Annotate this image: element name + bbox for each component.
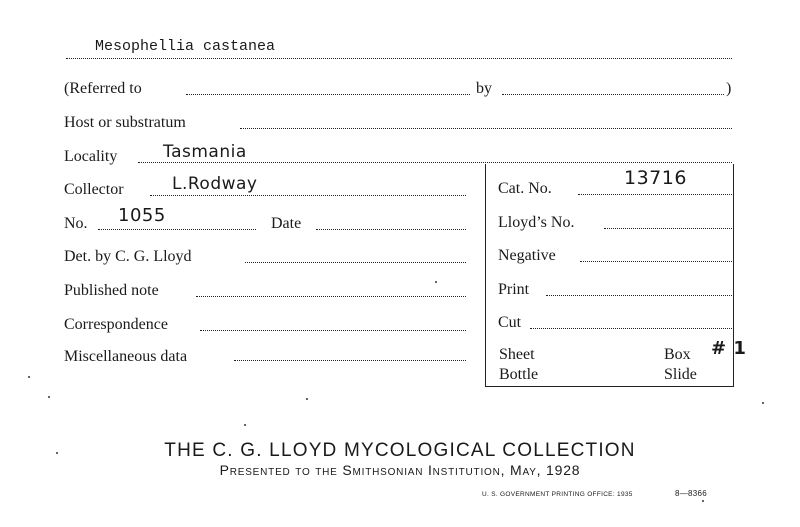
date-label: Date [271, 215, 302, 232]
by-label: by [476, 80, 492, 97]
box-value: # 1 [711, 338, 747, 359]
collection-title: THE C. G. LLOYD MYCOLOGICAL COLLECTION [164, 440, 636, 461]
collector-line [150, 195, 466, 196]
species-name: Mesophellia castanea [95, 38, 276, 55]
collection-subtitle: Presented to the Smithsonian Institution, May, 1928 [219, 462, 581, 478]
locality-line [138, 162, 732, 163]
scan-speck [306, 398, 308, 400]
det-by-line [245, 262, 466, 263]
det-by-label: Det. by C. G. Lloyd [64, 248, 192, 265]
lloyds-no-label: Lloyd’s No. [498, 214, 575, 231]
close-paren: ) [726, 80, 732, 97]
bottle-label: Bottle [499, 366, 539, 383]
number-line [98, 229, 256, 230]
by-line [502, 94, 724, 95]
correspondence-label: Correspondence [64, 316, 168, 333]
print-label: Print [498, 281, 530, 298]
number-value: 1055 [118, 205, 166, 226]
print-line [546, 295, 732, 296]
cat-no-line [578, 194, 732, 195]
referred-to-label: (Referred to [64, 80, 142, 97]
published-note-line [196, 296, 466, 297]
scan-speck [244, 424, 246, 426]
number-label: No. [64, 215, 88, 232]
negative-line [580, 261, 732, 262]
referred-to-line [186, 94, 470, 95]
misc-data-label: Miscellaneous data [64, 348, 188, 365]
scan-speck [48, 396, 50, 398]
locality-label: Locality [64, 148, 118, 165]
lloyds-no-line [604, 228, 732, 229]
scan-speck [762, 402, 764, 404]
negative-label: Negative [498, 247, 556, 264]
locality-value: Tasmania [163, 142, 247, 162]
box-label: Box [664, 346, 691, 363]
form-number: 8—8366 [675, 489, 708, 498]
cut-label: Cut [498, 314, 522, 331]
scan-speck [435, 281, 437, 283]
published-note-label: Published note [64, 282, 159, 299]
species-line [66, 58, 732, 59]
scan-speck [28, 376, 30, 378]
scan-speck [56, 452, 58, 454]
box-left-border [485, 164, 486, 387]
host-label: Host or substratum [64, 114, 186, 131]
collector-value: L.Rodway [172, 174, 258, 194]
sheet-label: Sheet [499, 346, 535, 363]
cat-no-value: 13716 [624, 167, 687, 189]
collector-label: Collector [64, 181, 124, 198]
cat-no-label: Cat. No. [498, 180, 552, 197]
box-bottom-border [485, 386, 734, 387]
date-line [316, 229, 466, 230]
host-line [240, 128, 732, 129]
slide-label: Slide [664, 366, 697, 383]
printing-office-note: U. S. GOVERNMENT PRINTING OFFICE: 1935 [482, 491, 633, 498]
misc-data-line [234, 360, 466, 361]
scan-speck [702, 500, 704, 502]
cut-line [530, 328, 732, 329]
correspondence-line [200, 330, 466, 331]
